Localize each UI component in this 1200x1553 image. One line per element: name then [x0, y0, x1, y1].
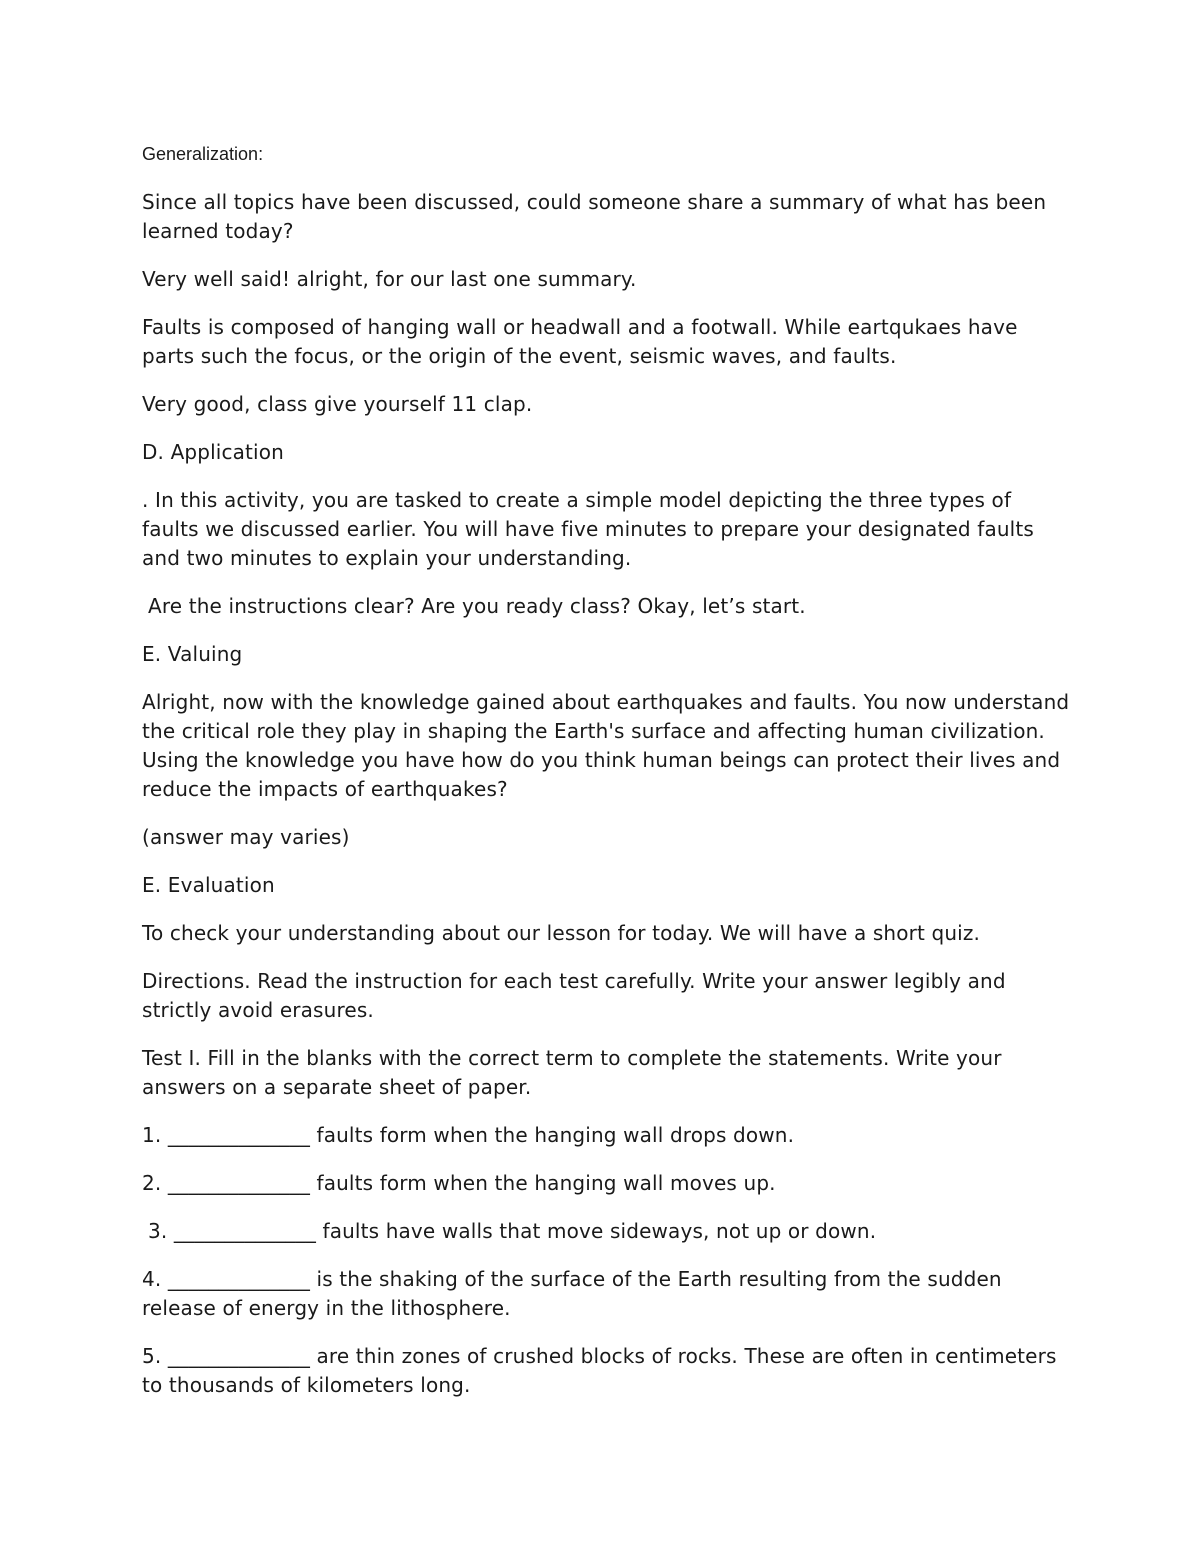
section-heading-valuing: E. Valuing: [142, 642, 243, 666]
quiz-item-3: 3. ______________ faults have walls that move sideways, not up or down.: [148, 1219, 877, 1243]
quiz-item-4: 4. ______________ is the shaking of the surface of the Earth resulting from the sudden release of energy in the lithosphere.: [142, 1267, 1002, 1320]
paragraph-test-one-instructions: Test I. Fill in the blanks with the correct term to complete the statements. Write your answers on a separate sheet of paper.: [142, 1046, 1002, 1099]
quiz-item-1: 1. ______________ faults form when the hanging wall drops down.: [142, 1123, 795, 1147]
paragraph-summary-question: Since all topics have been discussed, could someone share a summary of what has been learned today?: [142, 190, 1047, 243]
paragraph-well-said: Very well said! alright, for our last one summary.: [142, 267, 637, 291]
quiz-item-5: 5. ______________ are thin zones of crushed blocks of rocks. These are often in centimeters to thousands of kilometers long.: [142, 1344, 1057, 1397]
paragraph-answer-varies: (answer may varies): [142, 825, 350, 849]
quiz-item-2: 2. ______________ faults form when the hanging wall moves up.: [142, 1171, 776, 1195]
section-heading-application: D. Application: [142, 440, 284, 464]
paragraph-very-good: Very good, class give yourself 11 clap.: [142, 392, 533, 416]
paragraph-short-quiz: To check your understanding about our lesson for today. We will have a short quiz.: [142, 921, 981, 945]
document-body: [142, 140, 1072, 1419]
paragraph-activity: . In this activity, you are tasked to create a simple model depicting the three types of faults we discussed earlier. You will have five minutes to prepare your designated faults and two minutes to explain your understanding.: [142, 488, 1034, 570]
paragraph-directions: Directions. Read the instruction for each test carefully. Write your answer legibly and strictly avoid erasures.: [142, 969, 1006, 1022]
paragraph-valuing-question: Alright, now with the knowledge gained about earthquakes and faults. You now understand the critical role they play in shaping the Earth's surface and affecting human civilization. Using the knowledge you have how do you think human beings can protect their lives and reduce the impacts of earthquakes?: [142, 690, 1070, 801]
paragraph-instructions-clear: Are the instructions clear? Are you ready class? Okay, let’s start.: [148, 594, 806, 618]
section-heading-evaluation: E. Evaluation: [142, 873, 275, 897]
paragraph-faults-summary: Faults is composed of hanging wall or headwall and a footwall. While eartqukaes have parts such the focus, or the origin of the event, seismic waves, and faults.: [142, 315, 1018, 368]
section-heading-generalization: Generalization:: [142, 144, 264, 164]
